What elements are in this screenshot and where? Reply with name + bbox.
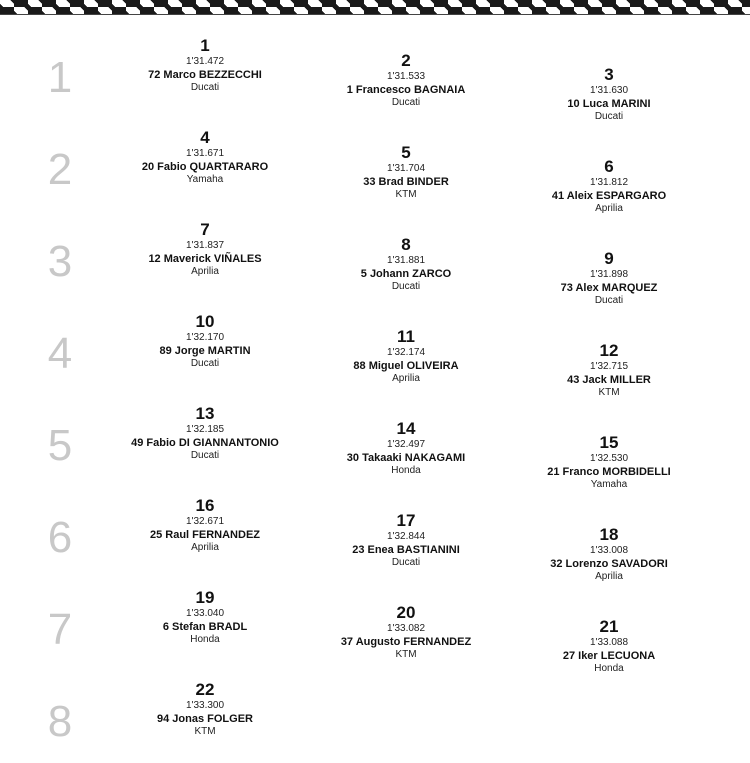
rider-name: 1 Francesco BAGNAIA: [346, 84, 466, 96]
team-name: KTM: [395, 189, 417, 200]
rider-name: 32 Lorenzo SAVADORI: [550, 558, 668, 570]
rider-name: 21 Franco MORBIDELLI: [547, 466, 671, 478]
grid-position: 10: [195, 312, 215, 331]
grid-position: 19: [195, 588, 215, 607]
grid-position: 7: [200, 220, 210, 239]
grid-slot: [105, 313, 305, 370]
rider-name: 43 Jack MILLER: [567, 374, 651, 386]
lap-time: 1'33.082: [386, 623, 426, 634]
lap-time: 1'32.715: [589, 361, 629, 372]
team-name: Yamaha: [186, 174, 224, 185]
grid-position: 12: [599, 341, 619, 360]
grid-position: 8: [401, 235, 411, 254]
grid-slot: [509, 526, 709, 583]
team-name: Ducati: [391, 557, 421, 568]
lap-time: 1'31.881: [386, 255, 426, 266]
grid-slot: [105, 681, 305, 738]
rider-name: 73 Alex MARQUEZ: [560, 282, 658, 294]
team-name: KTM: [194, 726, 216, 737]
grid-row-number: 1: [47, 53, 73, 102]
grid-slot: [306, 328, 506, 385]
rider-name: 89 Jorge MARTIN: [159, 345, 251, 357]
team-name: Ducati: [190, 450, 220, 461]
rider-name: 12 Maverick VIÑALES: [148, 253, 262, 265]
grid-slot: [105, 589, 305, 646]
lap-time: 1'33.008: [589, 545, 629, 556]
lap-time: 1'31.812: [589, 177, 629, 188]
rider-name: 5 Johann ZARCO: [360, 268, 452, 280]
grid-slot: [105, 497, 305, 554]
lap-time: 1'31.837: [185, 240, 225, 251]
grid-position: 21: [599, 617, 619, 636]
team-name: Aprilia: [595, 571, 623, 582]
lap-time: 1'31.533: [386, 71, 426, 82]
lap-time: 1'31.704: [386, 163, 426, 174]
grid-row-number: 4: [47, 329, 73, 378]
lap-time: 1'32.170: [185, 332, 225, 343]
team-name: Yamaha: [590, 479, 628, 490]
rider-name: 20 Fabio QUARTARARO: [141, 161, 269, 173]
lap-time: 1'31.898: [589, 269, 629, 280]
grid-row-number: 6: [47, 513, 73, 562]
team-name: Ducati: [391, 97, 421, 108]
grid-position: 4: [200, 128, 210, 147]
grid-row-number: 3: [47, 237, 73, 286]
lap-time: 1'31.671: [185, 148, 225, 159]
rider-name: 23 Enea BASTIANINI: [352, 544, 460, 556]
team-name: Ducati: [594, 111, 624, 122]
team-name: Aprilia: [191, 542, 219, 553]
grid-position: 9: [604, 249, 614, 268]
grid-slot: [105, 129, 305, 186]
grid-slot: [105, 221, 305, 278]
grid-slot: [306, 52, 506, 109]
lap-time: 1'32.185: [185, 424, 225, 435]
grid-position: 17: [396, 511, 416, 530]
rider-name: 30 Takaaki NAKAGAMI: [346, 452, 466, 464]
team-name: Ducati: [190, 358, 220, 369]
grid-position: 3: [604, 65, 614, 84]
grid-position: 11: [397, 327, 415, 346]
grid-position: 16: [195, 496, 215, 515]
grid-position: 18: [599, 525, 619, 544]
rider-name: 72 Marco BEZZECCHI: [148, 69, 262, 81]
grid-row-number: 8: [47, 697, 73, 746]
team-name: KTM: [598, 387, 620, 398]
grid-slot: [509, 250, 709, 307]
grid-slot: [306, 420, 506, 477]
rider-name: 88 Miguel OLIVEIRA: [353, 360, 459, 372]
rider-name: 10 Luca MARINI: [567, 98, 651, 110]
team-name: Honda: [190, 634, 220, 645]
grid-slot: [306, 144, 506, 201]
lap-time: 1'32.530: [589, 453, 629, 464]
rider-name: 6 Stefan BRADL: [162, 621, 248, 633]
grid-row-number: 7: [47, 605, 73, 654]
grid-position: 1: [200, 36, 210, 55]
lap-time: 1'32.497: [386, 439, 426, 450]
grid-slot: [509, 434, 709, 491]
rider-name: 33 Brad BINDER: [363, 176, 449, 188]
rider-name: 49 Fabio DI GIANNANTONIO: [131, 437, 279, 449]
rider-name: 37 Augusto FERNANDEZ: [340, 636, 472, 648]
checkered-flag-banner: [0, 0, 750, 14]
grid-row-number: 2: [47, 145, 73, 194]
grid-slot: [509, 66, 709, 123]
team-name: Aprilia: [191, 266, 219, 277]
grid-position: 5: [401, 143, 411, 162]
banner-divider: [0, 14, 750, 15]
lap-time: 1'31.472: [185, 56, 225, 67]
rider-name: 41 Aleix ESPARGARO: [551, 190, 667, 202]
grid-position: 20: [396, 603, 416, 622]
grid-slot: [105, 37, 305, 94]
grid-slot: [306, 604, 506, 661]
grid-position: 15: [599, 433, 619, 452]
grid-slot: [509, 342, 709, 399]
grid-slot: [306, 512, 506, 569]
lap-time: 1'33.300: [185, 700, 225, 711]
grid-slot: [509, 618, 709, 675]
grid-position: 22: [195, 680, 215, 699]
grid-position: 2: [401, 51, 411, 70]
lap-time: 1'32.671: [185, 516, 225, 527]
lap-time: 1'32.844: [386, 531, 426, 542]
grid-slot: [509, 158, 709, 215]
grid-position: 14: [396, 419, 416, 438]
team-name: Ducati: [594, 295, 624, 306]
lap-time: 1'31.630: [589, 85, 629, 96]
team-name: Honda: [391, 465, 421, 476]
rider-name: 27 Iker LECUONA: [562, 650, 656, 662]
grid-slot: [105, 405, 305, 462]
lap-time: 1'32.174: [386, 347, 426, 358]
team-name: Aprilia: [392, 373, 420, 384]
team-name: Ducati: [190, 82, 220, 93]
grid-position: 6: [604, 157, 614, 176]
team-name: Ducati: [391, 281, 421, 292]
lap-time: 1'33.088: [589, 637, 629, 648]
grid-row-number: 5: [47, 421, 73, 470]
team-name: Aprilia: [595, 203, 623, 214]
grid-position: 13: [195, 404, 215, 423]
grid-slot: [306, 236, 506, 293]
team-name: KTM: [395, 649, 417, 660]
rider-name: 94 Jonas FOLGER: [157, 713, 253, 725]
team-name: Honda: [594, 663, 624, 674]
lap-time: 1'33.040: [185, 608, 225, 619]
rider-name: 25 Raul FERNANDEZ: [149, 529, 261, 541]
